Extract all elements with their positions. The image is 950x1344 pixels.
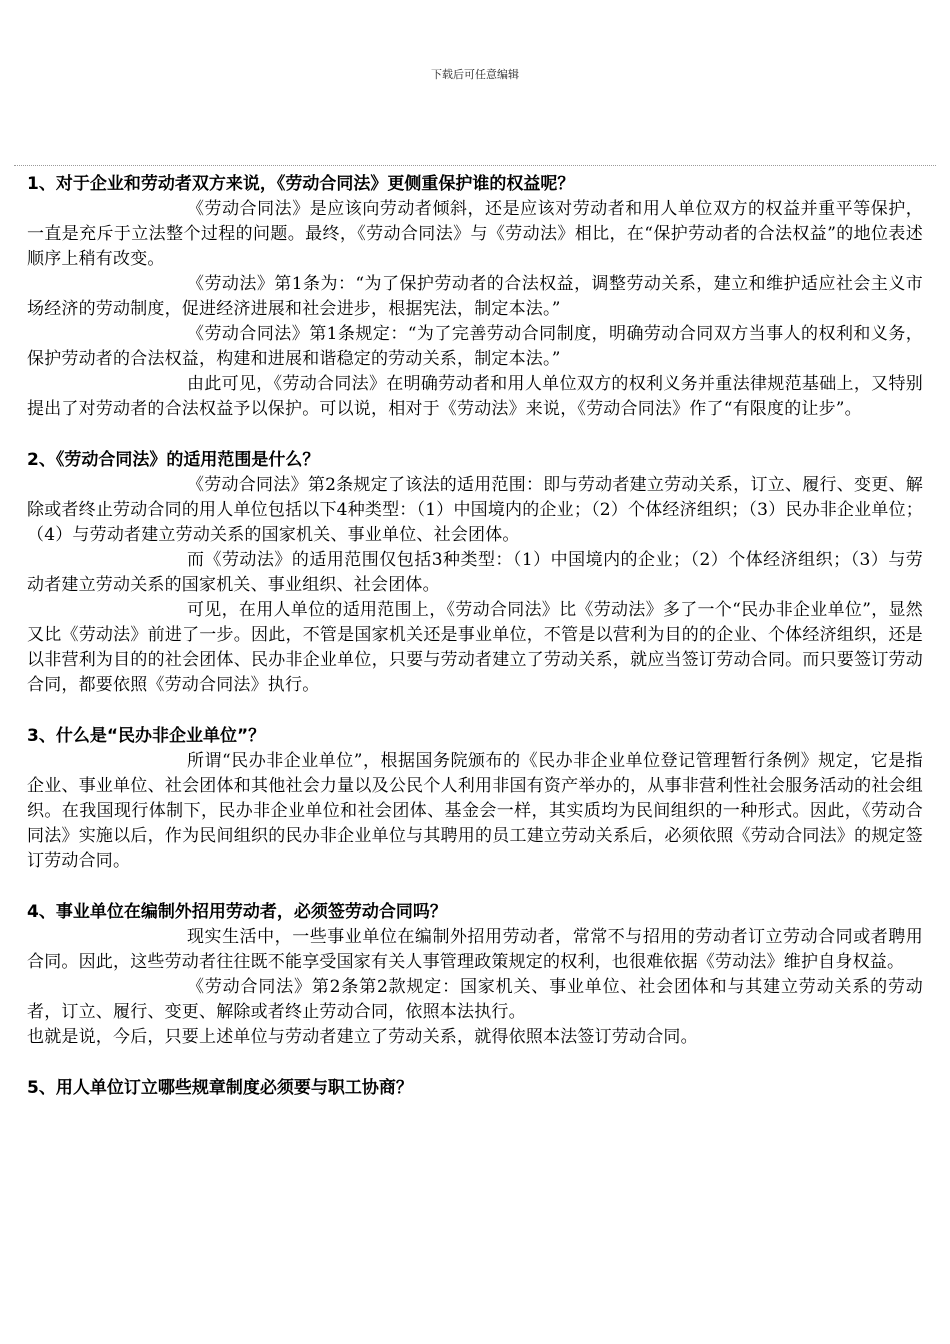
section-1 [27,171,923,422]
section-gap [27,1050,923,1075]
section-3 [27,723,923,874]
paragraph: 由此可见，《劳动合同法》在明确劳动者和用人单位双方的权利义务并重法律规范基础上，又特别提出了对劳动者的合法权益予以保护。可以说，相对于《劳动法》来说，《劳动合同法》作了“有限度的让步”。 [27,374,923,419]
paragraph: 所谓“民办非企业单位”，根据国务院颁布的《民办非企业单位登记管理暂行条例》规定，它是指企业、事业单位、社会团体和其他社会力量以及公民个人利用非国有资产举办的，从事非营利性社会服务活动的社会组织。在我国现行体制下，民办非企业单位和社会团体、基金会一样，其实质均为民间组织的一种形式。因此，《劳动合同法》实施以后，作为民间组织的民办非企业单位与其聘用的员工建立劳动关系后，必须依照《劳动合同法》的规定签订劳动合同。 [27,751,923,871]
paragraph: 《劳动合同法》第2条第2款规定：国家机关、事业单位、社会团体和与其建立劳动关系的劳动者，订立、履行、变更、解除或者终止劳动合同，依照本法执行。 [27,977,923,1022]
section-4 [27,899,923,1050]
paragraph: 而《劳动法》的适用范围仅包括3种类型：（1）中国境内的企业；（2）个体经济组织；（3）与劳动者建立劳动关系的国家机关、事业组织、社会团体。 [27,550,923,595]
paragraph: 《劳动合同法》第2条规定了该法的适用范围：即与劳动者建立劳动关系，订立、履行、变更、解除或者终止劳动合同的用人单位包括以下4种类型：（1）中国境内的企业；（2）个体经济组织；（3）民办非企业单位；（4）与劳动者建立劳动关系的国家机关、事业单位、社会团体。 [27,475,923,545]
paragraph: 可见，在用人单位的适用范围上，《劳动合同法》比《劳动法》多了一个“民办非企业单位”，显然又比《劳动法》前进了一步。因此，不管是国家机关还是事业单位，不管是以营利为目的的企业、个体经济组织，还是以非营利为目的的社会团体、民办非企业单位，只要与劳动者建立了劳动关系，就应当签订劳动合同。而只要签订劳动合同，都要依照《劳动合同法》执行。 [27,600,923,695]
section-gap [27,422,923,447]
header-note: 下载后可任意编辑 [431,68,519,81]
header-divider [14,165,936,166]
paragraph: 现实生活中，一些事业单位在编制外招用劳动者，常常不与招用的劳动者订立劳动合同或者聘用合同。因此，这些劳动者往往既不能享受国家有关人事管理政策规定的权利，也很难依据《劳动法》维护自身权益。 [27,927,923,972]
paragraph: 《劳动合同法》第1条规定：“为了完善劳动合同制度，明确劳动合同双方当事人的权利和义务，保护劳动者的合法权益，构建和进展和谐稳定的劳动关系，制定本法。” [27,324,923,369]
paragraph: 《劳动合同法》是应该向劳动者倾斜，还是应该对劳动者和用人单位双方的权益并重平等保护，一直是充斥于立法整个过程的问题。最终，《劳动合同法》与《劳动法》相比，在“保护劳动者的合法权益”的地位表述顺序上稍有改变。 [27,199,923,269]
section-gap [27,874,923,899]
section-gap [27,698,923,723]
question-title: 2、《劳动合同法》的适用范围是什么？ [27,450,320,470]
section-2 [27,447,923,698]
paragraph: 《劳动法》第1条为：“为了保护劳动者的合法权益，调整劳动关系，建立和维护适应社会主义市场经济的劳动制度，促进经济进展和社会进步，根据宪法，制定本法。” [27,274,923,319]
paragraph: 也就是说，今后，只要上述单位与劳动者建立了劳动关系，就得依照本法签订劳动合同。 [27,1027,698,1047]
section-5 [27,1075,923,1101]
document-body [27,171,923,1101]
question-title: 4、事业单位在编制外招用劳动者，必须签劳动合同吗？ [27,902,447,922]
question-title: 3、什么是“民办非企业单位”？ [27,726,266,746]
question-title: 5、用人单位订立哪些规章制度必须要与职工协商？ [27,1078,413,1098]
question-title: 1、对于企业和劳动者双方来说，《劳动合同法》更侧重保护谁的权益呢？ [27,174,575,194]
